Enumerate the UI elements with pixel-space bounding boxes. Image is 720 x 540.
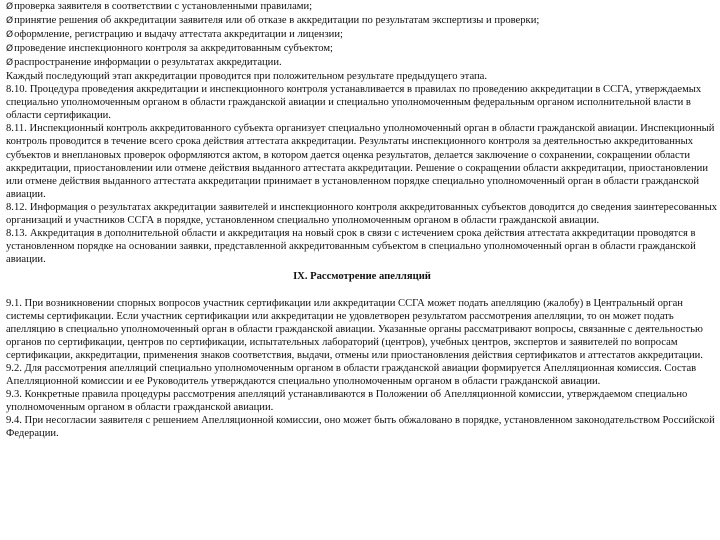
list-item-text: проведение инспекционного контроля за аккредитованным субъектом; [14,43,333,55]
paragraph-8-12: 8.12. Информация о результатах аккредитации заявителей и инспекционного контроля аккредитованных субъектов доводится до сведения заинтересованных организаций и участников ССГА в порядке, установленном специально уполномоченным органом в области гражданской авиации. [6,201,718,226]
list-item-text: принятие решения об аккредитации заявителя или об отказе в аккредитации по результатам экспертизы и проверки; [14,15,540,27]
bullet-list [6,0,718,70]
paragraph-9-1: 9.1. При возникновении спорных вопросов участник сертификации или аккредитации ССГА может подать апелляцию (жалобу) в Центральный орган системы сертификации. Если участник сертификации или аккредитации не удовлетворен результатом рассмотрения апелляции, то он может подать апелляцию в специально уполномоченный орган в области гражданской авиации. Указанные органы рассматривают вопросы, связанные с деятельностью органов по сертификации, центров по сертификации, испытательных лабораторий (центров), учебных центров, экспертов и заявителей по вопросам сертификации, аккредитации, применения знаков соответствия, выдачи, отмены или приостановления действия сертификатов и аттестатов аккредитации. [6,297,703,362]
paragraph-9-3: 9.3. Конкретные правила процедуры рассмотрения апелляций устанавливаются в Положении об Апелляционной комиссии, утверждаемом специально уполномоченным органом в области гражданской авиации. [6,389,688,414]
list-item [6,28,718,42]
list-item-text: оформление, регистрацию и выдачу аттестата аккредитации и лицензии; [14,29,343,41]
section-heading: IX. Рассмотрение апелляций [293,270,431,282]
arrow-bullet-icon: Ø [6,44,14,55]
paragraph-8-10: 8.10. Процедура проведения аккредитации и инспекционного контроля устанавливается в правилах по проведению аккредитации в ССГА, утверждаемых специально уполномоченным органом в области гражданской авиации и специально уполномоченным федеральным органом исполнительной власти в области сертификации. [6,84,702,122]
arrow-bullet-icon: Ø [6,30,14,41]
list-item [6,14,718,28]
list-item [6,0,718,14]
list-item-text: распространение информации о результатах аккредитации. [14,57,282,69]
arrow-bullet-icon: Ø [6,58,14,69]
list-item [6,42,718,56]
paragraph-8-13: 8.13. Аккредитация в дополнительной области и аккредитация на новый срок в связи с истечением срока действия аттестата аккредитации проводятся в установленном порядке на основании заявки, представленной аккредитованным субъектом в специально уполномоченный орган в области гражданской авиации. [6,227,696,265]
document-page [6,0,718,441]
arrow-bullet-icon: Ø [6,16,14,27]
arrow-bullet-icon: Ø [6,2,14,12]
paragraph-9-2: 9.2. Для рассмотрения апелляций специально уполномоченным органом в области гражданской авиации формируется Апелляционная комиссия. Состав Апелляционной комиссии и ее Руководитель утверждаются специально уполномоченным органом в области гражданской авиации. [6,363,697,388]
list-item [6,56,718,70]
list-item-text: проверка заявителя в соответствии с установленными правилами; [14,1,313,12]
paragraph-stage-note: Каждый последующий этап аккредитации проводится при положительном результате предыдущего этапа. [6,71,488,83]
paragraph-9-4: 9.4. При несогласии заявителя с решением Апелляционной комиссии, оно может быть обжаловано в порядке, установленном законодательством Российской Федерации. [6,415,715,440]
paragraph-8-11: 8.11. Инспекционный контроль аккредитованного субъекта организует специально уполномоченный орган в области гражданской авиации. Инспекционный контроль проводится в течение всего срока действия аттестата аккредитации. Результаты инспекционного контроля за деятельностью аккредитованных субъектов и внеплановых проверок оформляются актом, в котором дается оценка результатов, делается заключение о сохранении, сокращении области аккредитации, приостановлении или отмене действия выданного аттестата аккредитации. Решение о сокращении области аккредитации, приостановлении или отмене действия выданного аттестата аккредитации принимает в установленном порядке специально уполномоченный орган в области гражданской авиации. [6,123,715,200]
